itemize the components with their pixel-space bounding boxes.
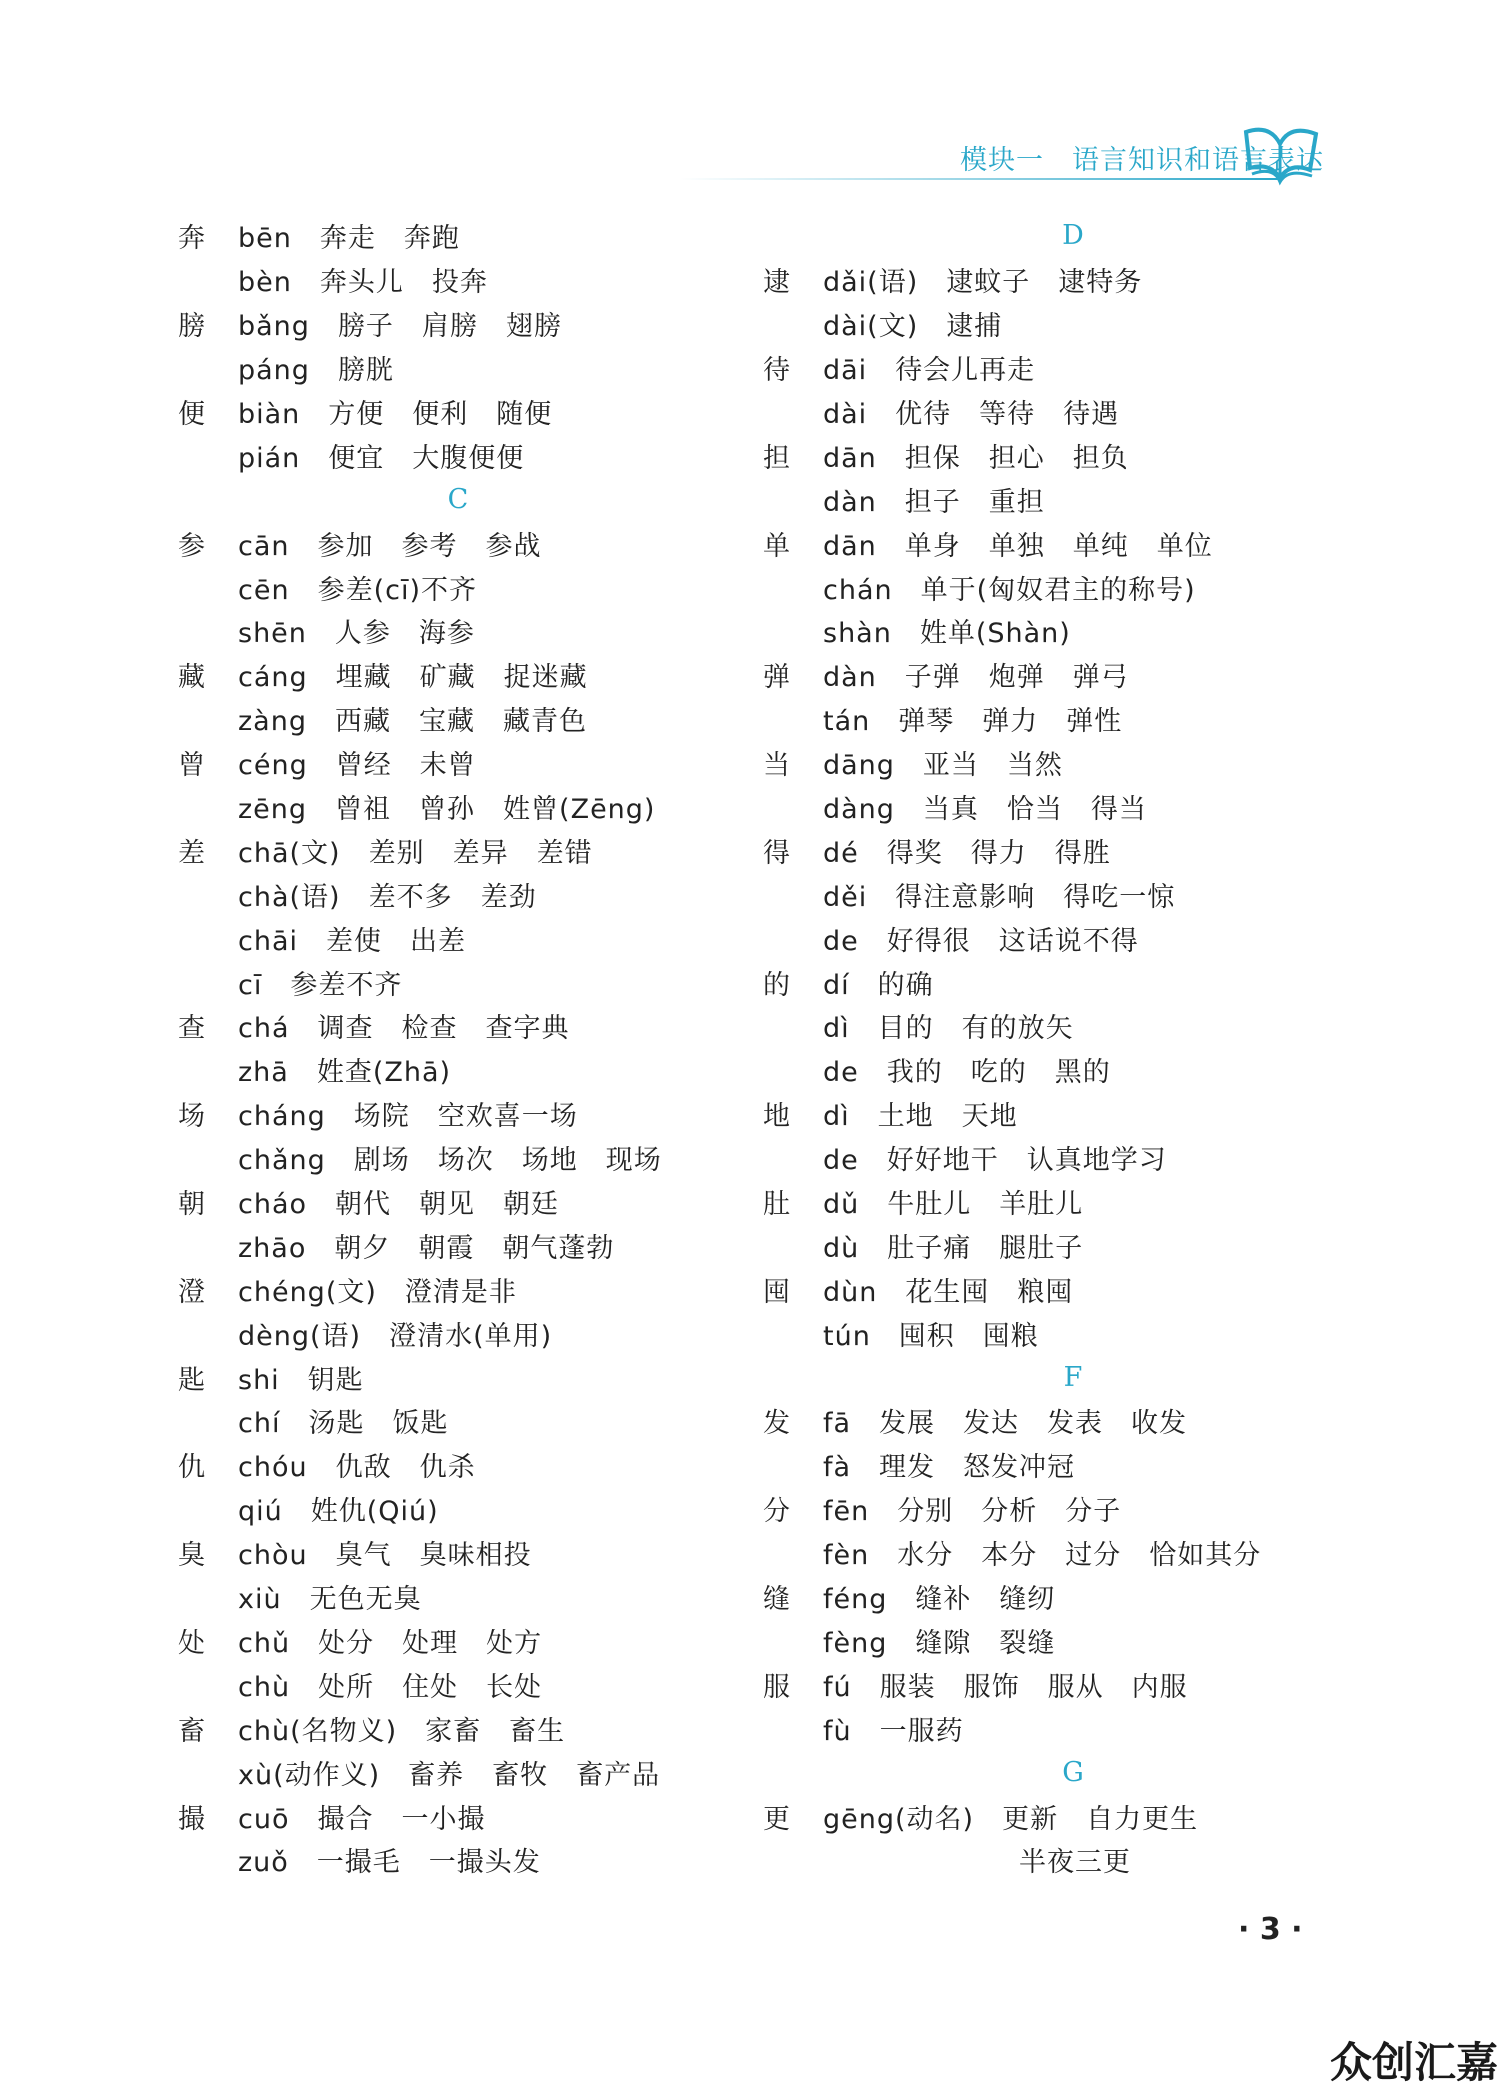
entry-row: [763, 1838, 1383, 1882]
entry-readings: tán 弹琴 弹力 弹性: [823, 706, 1123, 738]
entry-readings: shàn 姓单(Shàn): [823, 618, 1071, 650]
entry-character: 单: [763, 530, 790, 562]
entry-character: 臭: [178, 1540, 205, 1572]
entry-readings: cuō 撮合 一小撮: [238, 1803, 486, 1835]
entry-readings: chán 单于(匈奴君主的称号): [823, 574, 1196, 606]
entry-row: [763, 565, 1383, 609]
entry-readings: 半夜三更: [823, 1847, 1131, 1879]
entry-character: 更: [763, 1803, 790, 1835]
entry-character: 仇: [178, 1452, 205, 1484]
entry-readings: féng 缝补 缝纫: [823, 1584, 1056, 1616]
entry-row: [178, 1619, 738, 1663]
entry-row: [763, 916, 1383, 960]
entry-readings: chéng(文) 澄清是非: [238, 1276, 517, 1308]
entry-readings: dàn 担子 重担: [823, 486, 1045, 518]
entry-readings: cháo 朝代 朝见 朝廷: [238, 1189, 560, 1221]
entry-row: [178, 1048, 738, 1092]
section-letter: D: [1062, 220, 1084, 252]
entry-readings: tún 囤积 囤粮: [823, 1320, 1039, 1352]
entry-row: [178, 916, 738, 960]
entry-character: 的: [763, 969, 790, 1001]
header-rule: [680, 178, 1280, 180]
entry-readings: chù 处所 住处 长处: [238, 1671, 543, 1703]
entry-readings: chí 汤匙 饭匙: [238, 1408, 449, 1440]
entry-character: 便: [178, 399, 205, 430]
entry-readings: dāng 亚当 当然: [823, 750, 1063, 782]
entry-character: 得: [763, 837, 790, 869]
entry-readings: fú 服装 服饰 服从 内服: [823, 1671, 1188, 1703]
entry-character: 地: [763, 1101, 790, 1133]
entry-character: 藏: [178, 662, 205, 694]
entry-row: [178, 521, 738, 565]
entry-character: 弹: [763, 662, 790, 694]
entry-row: [763, 1180, 1383, 1224]
entry-row: [178, 872, 738, 916]
entry-readings: de 好得很 这话说不得: [823, 925, 1139, 957]
entry-row: [763, 1662, 1383, 1706]
entry-readings: dān 单身 单独 单纯 单位: [823, 530, 1213, 562]
entry-readings: chā(文) 差别 差异 差错: [238, 837, 593, 869]
entry-character: 逮: [763, 267, 790, 299]
entry-character: 奔: [178, 223, 205, 255]
entry-row: [178, 741, 738, 785]
entry-character: 分: [763, 1496, 790, 1528]
entry-readings: chà(语) 差不多 差劲: [238, 881, 537, 913]
entry-row: [178, 828, 738, 872]
entry-row: [178, 1004, 738, 1048]
entry-row: [763, 785, 1383, 829]
entry-row: [763, 1048, 1383, 1092]
entry-character: 膀: [178, 311, 205, 343]
entry-row: [178, 609, 738, 653]
entry-readings: bēn 奔走 奔跑: [238, 223, 460, 255]
entry-readings: dāi 待会儿再走: [823, 355, 1036, 387]
entry-row: [178, 1443, 738, 1487]
entry-row: [763, 741, 1383, 785]
entry-readings: fā 发展 发达 发表 收发: [823, 1408, 1188, 1440]
entry-row: [763, 258, 1383, 302]
entry-character: 缝: [763, 1584, 790, 1616]
entry-readings: xiù 无色无臭: [238, 1584, 422, 1616]
entry-row: [763, 1399, 1383, 1443]
left-column: [178, 214, 738, 1882]
entry-row: [178, 1531, 738, 1575]
entry-readings: xù(动作义) 畜养 畜牧 畜产品: [238, 1759, 661, 1791]
entry-readings: dàng 当真 恰当 得当: [823, 794, 1147, 826]
entry-row: [178, 697, 738, 741]
entry-row: [178, 1575, 738, 1619]
entry-character: 服: [763, 1671, 790, 1703]
entry-readings: dǎi(语) 逮蚊子 逮特务: [823, 267, 1143, 299]
entry-row: [178, 1706, 738, 1750]
entry-readings: zhā 姓查(Zhā): [238, 1057, 452, 1089]
entry-row: [763, 477, 1383, 521]
watermark: 众创汇嘉: [1329, 2038, 1498, 2087]
entry-row: [763, 346, 1383, 390]
entry-row: [763, 1794, 1383, 1838]
entry-character: 差: [178, 837, 205, 869]
section-letter: C: [447, 483, 469, 515]
header-section: 语言知识和语言表达: [1072, 145, 1324, 176]
entry-readings: pián 便宜 大腹便便: [238, 442, 525, 474]
entry-readings: dì 目的 有的放矢: [823, 1013, 1074, 1045]
entry-readings: gēng(动名) 更新 自力更生: [823, 1803, 1199, 1835]
entry-row: [178, 785, 738, 829]
entry-row: [763, 1136, 1383, 1180]
entry-readings: biàn 方便 便利 随便: [238, 399, 553, 430]
entry-row: [178, 1180, 738, 1224]
entry-row: [763, 609, 1383, 653]
entry-row: [763, 960, 1383, 1004]
entry-row: [178, 1838, 738, 1882]
entry-readings: dí 的确: [823, 969, 934, 1001]
entry-readings: dì 土地 天地: [823, 1101, 1018, 1133]
entry-readings: bǎng 膀子 肩膀 翅膀: [238, 311, 562, 343]
entry-row: [763, 1267, 1383, 1311]
entry-row: [178, 258, 738, 302]
entry-row: [178, 302, 738, 346]
entry-readings: chāi 差使 出差: [238, 925, 467, 957]
entry-readings: cēn 参差(cī)不齐: [238, 574, 477, 606]
entry-row: [763, 1619, 1383, 1663]
entry-readings: dài(文) 逮捕: [823, 311, 1003, 343]
entry-character: 发: [763, 1408, 790, 1440]
header-module: 模块一: [960, 145, 1044, 176]
entry-row: [763, 433, 1383, 477]
entry-row: [178, 390, 738, 434]
entry-row: [763, 302, 1383, 346]
entry-readings: fà 理发 怒发冲冠: [823, 1452, 1076, 1484]
page-header: [0, 0, 1504, 200]
entry-readings: qiú 姓仇(Qiú): [238, 1496, 439, 1528]
entry-row: [178, 1399, 738, 1443]
entry-character: 待: [763, 355, 790, 387]
entry-row: [763, 1575, 1383, 1619]
entry-row: [763, 872, 1383, 916]
entry-character: 当: [763, 750, 790, 782]
entry-readings: chóu 仇敌 仇杀: [238, 1452, 476, 1484]
entry-character: 场: [178, 1101, 205, 1133]
entry-readings: bèn 奔头儿 投奔: [238, 267, 488, 299]
entry-readings: páng 膀胱: [238, 355, 394, 387]
entry-row: [178, 1355, 738, 1399]
entry-readings: cī 参差不齐: [238, 969, 403, 1001]
entry-row: [763, 1487, 1383, 1531]
entry-readings: dǔ 牛肚儿 羊肚儿: [823, 1189, 1084, 1221]
entry-row: [178, 214, 738, 258]
entry-readings: zàng 西藏 宝藏 藏青色: [238, 706, 587, 738]
open-book-icon: [1240, 122, 1320, 186]
entry-readings: fù 一服药: [823, 1715, 964, 1747]
entry-row: [763, 1443, 1383, 1487]
section-letter: F: [1063, 1361, 1083, 1393]
right-column: [763, 214, 1383, 1882]
section-letter: G: [1062, 1756, 1084, 1788]
entry-row: [178, 1750, 738, 1794]
entry-readings: fèn 水分 本分 过分 恰如其分: [823, 1540, 1262, 1572]
entry-row: [178, 565, 738, 609]
entry-readings: chù(名物义) 家畜 畜生: [238, 1715, 566, 1747]
entry-row: [763, 653, 1383, 697]
entry-readings: dài 优待 等待 待遇: [823, 399, 1120, 430]
entry-readings: dān 担保 担心 担负: [823, 442, 1129, 474]
entry-readings: dàn 子弹 炮弹 弹弓: [823, 662, 1129, 694]
entry-character: 朝: [178, 1189, 205, 1221]
entry-row: [178, 346, 738, 390]
entry-readings: cháng 场院 空欢喜一场: [238, 1101, 578, 1133]
entry-readings: děi 得注意影响 得吃一惊: [823, 881, 1176, 913]
entry-readings: fēn 分别 分析 分子: [823, 1496, 1122, 1528]
entry-row: [763, 1092, 1383, 1136]
entry-character: 查: [178, 1013, 205, 1045]
entry-readings: de 好好地干 认真地学习: [823, 1145, 1167, 1177]
entry-readings: zhāo 朝夕 朝霞 朝气蓬勃: [238, 1232, 615, 1264]
entry-character: 撮: [178, 1803, 205, 1835]
entry-readings: chǎng 剧场 场次 场地 现场: [238, 1145, 662, 1177]
entry-row: [763, 1706, 1383, 1750]
entry-character: 匙: [178, 1364, 205, 1396]
entry-readings: de 我的 吃的 黑的: [823, 1057, 1111, 1089]
entry-row: [763, 697, 1383, 741]
entry-row: [178, 433, 738, 477]
entry-character: 处: [178, 1627, 205, 1659]
entry-row: [763, 521, 1383, 565]
entry-readings: chǔ 处分 处理 处方: [238, 1627, 543, 1659]
entry-row: [178, 1487, 738, 1531]
entry-readings: shi 钥匙: [238, 1364, 364, 1396]
entry-row: [178, 1794, 738, 1838]
entry-row: [763, 1531, 1383, 1575]
entry-character: 担: [763, 442, 790, 474]
entry-character: 参: [178, 530, 205, 562]
entry-readings: shēn 人参 海参: [238, 618, 475, 650]
entry-readings: zēng 曾祖 曾孙 姓曾(Zēng): [238, 794, 656, 826]
entry-readings: fèng 缝隙 裂缝: [823, 1627, 1056, 1659]
entry-readings: zuǒ 一撮毛 一撮头发: [238, 1847, 541, 1879]
entry-row: [178, 1267, 738, 1311]
entry-readings: cáng 埋藏 矿藏 捉迷藏: [238, 662, 588, 694]
entry-row: [178, 653, 738, 697]
entry-row: [178, 1223, 738, 1267]
entry-character: 澄: [178, 1276, 205, 1308]
entry-row: [763, 828, 1383, 872]
entry-row: [763, 1004, 1383, 1048]
entry-character: 畜: [178, 1715, 205, 1747]
entry-readings: dù 肚子痛 腿肚子: [823, 1232, 1084, 1264]
entry-row: [763, 390, 1383, 434]
entry-readings: dùn 花生囤 粮囤: [823, 1276, 1074, 1308]
entry-row: [763, 1311, 1383, 1355]
entry-readings: dèng(语) 澄清水(单用): [238, 1320, 553, 1352]
entry-character: 肚: [763, 1189, 790, 1221]
entry-character: 曾: [178, 750, 205, 782]
entry-row: [763, 1223, 1383, 1267]
entry-readings: chá 调查 检查 查字典: [238, 1013, 570, 1045]
entry-character: 囤: [763, 1276, 790, 1308]
entry-row: [178, 960, 738, 1004]
entry-readings: cān 参加 参考 参战: [238, 530, 542, 562]
entry-row: [178, 1092, 738, 1136]
entry-readings: dé 得奖 得力 得胜: [823, 837, 1111, 869]
entry-readings: chòu 臭气 臭味相投: [238, 1540, 532, 1572]
entry-row: [178, 1311, 738, 1355]
entry-row: [178, 1136, 738, 1180]
entry-row: [178, 1662, 738, 1706]
entry-readings: céng 曾经 未曾: [238, 750, 476, 782]
page-number: · 3 ·: [1238, 1912, 1303, 1947]
